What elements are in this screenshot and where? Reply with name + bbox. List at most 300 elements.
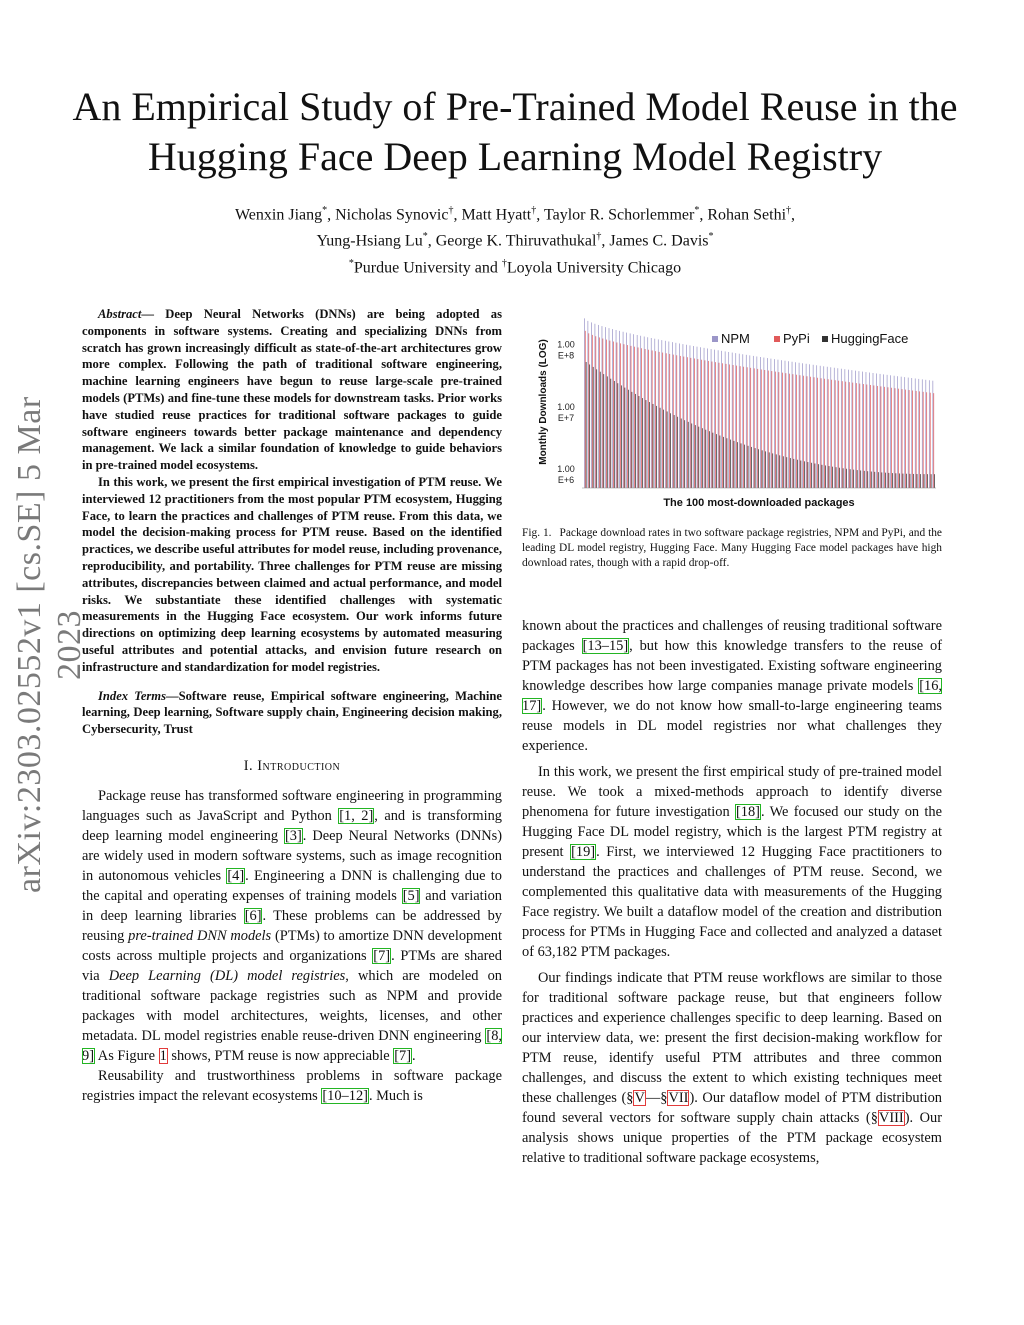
section-link[interactable]: VIII — [878, 1110, 904, 1126]
bar-pypi — [849, 382, 850, 488]
bar-pypi — [624, 344, 625, 488]
bar-huggingface — [903, 474, 904, 488]
figure-link[interactable]: 1 — [159, 1047, 167, 1064]
bar-pypi — [638, 347, 639, 488]
bar-huggingface — [829, 466, 830, 488]
bar-huggingface — [720, 436, 721, 488]
text-run: . Deep Neural Networks (DNNs) are widely used in modern software systems, such as image recognition in autonomous vehicles — [82, 827, 502, 884]
bar-huggingface — [691, 423, 692, 488]
affiliation-purdue: Purdue University and — [353, 258, 502, 276]
bar-huggingface — [864, 471, 865, 488]
bar-pypi — [613, 342, 614, 488]
bar-huggingface — [885, 473, 886, 488]
section-number: I. — [243, 757, 254, 774]
bar-npm — [605, 327, 606, 488]
bar-huggingface — [677, 417, 678, 488]
bar-huggingface — [730, 440, 731, 488]
bar-huggingface — [825, 465, 826, 488]
bar-pypi — [888, 387, 889, 488]
author-name: Rohan Sethi — [707, 206, 787, 224]
abstract-label: Abstract — [98, 307, 142, 321]
bar-huggingface — [681, 419, 682, 489]
bar-npm — [869, 373, 870, 488]
y-tick-mantissa: 1.00 — [557, 464, 575, 475]
bar-npm — [855, 371, 856, 488]
bar-pypi — [884, 387, 885, 488]
text-run: Reusability and trustworthiness problems in software package registries impact the relevant ecosystems — [82, 1067, 502, 1104]
bar-pypi — [895, 388, 896, 488]
author-name: Matt Hyatt — [461, 206, 532, 224]
bar-pypi — [782, 373, 783, 488]
bar-pypi — [877, 386, 878, 488]
bar-pypi — [803, 376, 804, 488]
text-run: . However, we do not know how small-to-large engineering teams reuse models in DL model registries nor what challenges they experience. — [522, 698, 942, 754]
bar-huggingface — [769, 452, 770, 488]
bar-pypi — [726, 364, 727, 488]
bar-npm — [683, 344, 684, 488]
bar-huggingface — [603, 374, 604, 488]
bar-npm — [873, 373, 874, 488]
bar-npm — [728, 352, 729, 488]
intro-paragraph-2 — [82, 1066, 502, 1106]
text-run: known about the practices and challenges of reusing traditional software packages — [522, 618, 942, 654]
index-terms — [82, 688, 502, 738]
citation-link[interactable]: [18] — [736, 804, 760, 820]
bar-npm — [918, 379, 919, 488]
index-terms-text: —Software reuse, Empirical software engineering, Machine learning, Deep learning, Software supply chain, Engineering decision making, Cybersecurity, Trust — [82, 688, 502, 737]
bar-npm — [739, 354, 740, 488]
bar-huggingface — [642, 398, 643, 488]
bar-huggingface — [878, 472, 879, 488]
bar-pypi — [698, 359, 699, 488]
bar-huggingface — [646, 400, 647, 488]
text-run: As Figure — [95, 1047, 159, 1064]
bar-pypi — [881, 386, 882, 488]
bar-pypi — [800, 375, 801, 488]
section-link[interactable]: V — [634, 1090, 645, 1106]
citation-link[interactable]: [13–15] — [582, 638, 629, 654]
bar-huggingface — [589, 364, 590, 488]
text-run: . Much is — [368, 1087, 423, 1104]
bar-huggingface — [656, 406, 657, 488]
author-name: Yung-Hsiang Lu — [316, 232, 423, 250]
bar-npm — [774, 359, 775, 488]
bar-npm — [887, 375, 888, 488]
bar-huggingface — [705, 430, 706, 488]
author-line-1: Wenxin Jiang*, Nicholas Synovic†, Matt Hyatt†, Taylor R. Schorlemmer*, Rohan Sethi†, — [234, 205, 796, 224]
y-tick-mantissa: 1.00 — [557, 401, 575, 412]
bar-huggingface — [688, 422, 689, 488]
bar-npm — [630, 333, 631, 488]
bar-npm — [834, 368, 835, 488]
bar-pypi — [683, 357, 684, 488]
bar-huggingface — [853, 470, 854, 488]
bar-huggingface — [931, 474, 932, 488]
bar-huggingface — [843, 468, 844, 488]
bar-pypi — [891, 388, 892, 488]
bar-npm — [633, 334, 634, 488]
bar-huggingface — [663, 410, 664, 488]
bar-npm — [792, 362, 793, 488]
citation-link[interactable]: [5] — [402, 887, 420, 904]
bar-npm — [718, 350, 719, 488]
bar-npm — [844, 369, 845, 488]
bar-huggingface — [734, 441, 735, 488]
bar-pypi — [715, 362, 716, 488]
bar-npm — [915, 378, 916, 488]
bar-npm — [651, 338, 652, 488]
bar-pypi — [754, 368, 755, 488]
bar-huggingface — [822, 465, 823, 488]
bar-pypi — [736, 366, 737, 488]
legend-label-npm: NPM — [721, 331, 750, 346]
citation-link[interactable]: [1, 2] — [339, 807, 374, 824]
author-name: Taylor R. Schorlemmer — [543, 206, 695, 224]
bar-pypi — [708, 361, 709, 488]
bar-pypi — [595, 336, 596, 488]
affiliation-loyola: Loyola University Chicago — [506, 258, 682, 276]
author-name: Nicholas Synovic — [335, 206, 449, 224]
citation-link[interactable]: [10–12] — [322, 1087, 368, 1104]
bar-huggingface — [617, 383, 618, 488]
bar-huggingface — [790, 458, 791, 488]
bar-pypi — [835, 380, 836, 488]
bar-npm — [764, 358, 765, 488]
bar-pypi — [789, 374, 790, 488]
bar-pypi — [694, 358, 695, 488]
bar-huggingface — [716, 434, 717, 488]
bar-pypi — [786, 373, 787, 488]
bar-pypi — [747, 367, 748, 488]
bar-pypi — [750, 368, 751, 488]
bar-npm — [799, 363, 800, 488]
bar-npm — [672, 342, 673, 488]
bar-pypi — [810, 377, 811, 488]
y-tick-exponent: E+7 — [557, 412, 575, 423]
bar-huggingface — [797, 460, 798, 488]
bar-huggingface — [723, 437, 724, 488]
bar-pypi — [673, 355, 674, 488]
right-paragraph-2 — [522, 762, 942, 962]
text-run: —§ — [645, 1090, 668, 1106]
citation-link[interactable]: [3] — [285, 827, 302, 844]
bar-huggingface — [913, 474, 914, 488]
bar-npm — [778, 360, 779, 488]
bar-pypi — [842, 381, 843, 488]
bar-pypi — [807, 376, 808, 488]
right-column — [522, 616, 942, 1168]
bar-huggingface — [610, 379, 611, 488]
y-tick-mantissa: 1.00 — [557, 339, 575, 350]
bar-pypi — [867, 385, 868, 488]
figure-label: Fig. 1. — [522, 527, 552, 539]
bar-pypi — [912, 390, 913, 488]
bar-pypi — [779, 372, 780, 488]
bar-npm — [714, 350, 715, 488]
y-axis-label: Monthly Downloads (LOG) — [538, 339, 549, 465]
bar-npm — [707, 348, 708, 488]
bar-huggingface — [639, 396, 640, 488]
bar-pypi — [722, 363, 723, 488]
bar-pypi — [771, 371, 772, 488]
text-run: Our findings indicate that PTM reuse workflows are similar to those for traditional software package reuse, but that engineers follow practices and experience challenges specific to deep learning. Based on our interview data, we: present the first decision-making workflow for PTM reuse, identify useful PTM attributes and three common challenges, and discuss the extent to which existing techniques meet these challenges (§ — [522, 970, 942, 1106]
section-title: Introduction — [257, 757, 341, 774]
bar-huggingface — [920, 474, 921, 488]
bar-npm — [823, 366, 824, 488]
bar-pypi — [852, 383, 853, 488]
bar-huggingface — [896, 473, 897, 488]
bar-npm — [785, 361, 786, 488]
bar-huggingface — [713, 433, 714, 488]
bar-npm — [767, 358, 768, 488]
text-run: . We focused our study on the Hugging Face DL model registry, which is the largest PTM registry at present — [522, 804, 942, 860]
bar-npm — [609, 328, 610, 488]
bar-pypi — [870, 385, 871, 488]
bar-npm — [644, 337, 645, 488]
bar-npm — [626, 333, 627, 488]
section-link[interactable]: VII — [668, 1090, 689, 1106]
bar-npm — [866, 372, 867, 488]
bar-npm — [806, 364, 807, 488]
bar-npm — [690, 345, 691, 488]
bar-pypi — [733, 365, 734, 488]
affil-mark: † — [501, 257, 507, 269]
bar-huggingface — [727, 438, 728, 488]
bar-npm — [816, 365, 817, 488]
bar-pypi — [648, 350, 649, 488]
bar-npm — [904, 377, 905, 488]
italic-term: Deep Learning (DL) model registries — [108, 967, 346, 984]
bar-pypi — [926, 392, 927, 488]
bar-huggingface — [741, 443, 742, 488]
legend-swatch-pypi — [774, 336, 780, 342]
author-name: George K. Thiruvathukal — [435, 232, 597, 250]
bar-huggingface — [586, 362, 587, 488]
bar-huggingface — [635, 394, 636, 488]
bar-huggingface — [737, 442, 738, 488]
bar-npm — [619, 331, 620, 488]
bar-huggingface — [776, 454, 777, 488]
bar-npm — [894, 376, 895, 488]
citation-link[interactable]: [8, 9] — [82, 1027, 502, 1064]
bar-pypi — [775, 372, 776, 488]
text-run: (PTMs) to amortize DNN development costs across multiple projects and organizations — [82, 927, 502, 964]
bar-pypi — [828, 379, 829, 488]
affil-mark: * — [322, 205, 328, 216]
bar-npm — [809, 364, 810, 488]
citation-link[interactable]: [7] — [373, 947, 391, 964]
bar-pypi — [824, 379, 825, 488]
y-tick-label — [557, 402, 575, 423]
affil-mark: † — [596, 231, 602, 243]
bar-npm — [820, 366, 821, 488]
bar-pypi — [652, 350, 653, 488]
bar-pypi — [831, 380, 832, 488]
bar-npm — [883, 374, 884, 488]
bar-huggingface — [857, 470, 858, 488]
citation-link[interactable]: [4] — [227, 867, 245, 884]
bar-npm — [862, 372, 863, 488]
bar-huggingface — [839, 468, 840, 488]
bar-huggingface — [698, 427, 699, 488]
legend-label-pypi: PyPi — [783, 331, 810, 346]
bar-pypi — [666, 353, 667, 488]
bar-npm — [654, 339, 655, 488]
bar-huggingface — [628, 390, 629, 488]
bar-huggingface — [889, 473, 890, 488]
intro-paragraph-1 — [82, 786, 502, 1066]
bar-huggingface — [625, 388, 626, 488]
bar-pypi — [680, 356, 681, 488]
bar-npm — [658, 339, 659, 488]
bar-huggingface — [670, 413, 671, 488]
bar-huggingface — [783, 456, 784, 488]
bar-npm — [742, 354, 743, 488]
text-run: . Engineering a DNN is challenging due to the capital and operating expenses of training models — [82, 867, 502, 904]
section-heading-introduction — [82, 756, 502, 776]
bar-huggingface — [660, 408, 661, 488]
bar-npm — [781, 360, 782, 488]
text-run: shows, PTM reuse is now appreciable — [167, 1047, 394, 1064]
bar-pypi — [916, 391, 917, 488]
citation-link[interactable]: [16, 17] — [522, 678, 942, 714]
affiliations — [120, 253, 910, 279]
bar-pypi — [729, 364, 730, 488]
bar-npm — [735, 353, 736, 488]
bar-huggingface — [667, 411, 668, 488]
bar-npm — [732, 353, 733, 488]
bar-npm — [686, 345, 687, 488]
bar-pypi — [856, 383, 857, 488]
affil-mark: * — [422, 231, 428, 243]
bar-pypi — [933, 393, 934, 488]
bar-pypi — [617, 342, 618, 488]
bar-npm — [795, 362, 796, 488]
bar-npm — [876, 373, 877, 488]
bar-huggingface — [674, 415, 675, 488]
bar-huggingface — [702, 428, 703, 488]
bar-pypi — [606, 340, 607, 488]
bar-huggingface — [744, 445, 745, 488]
bar-huggingface — [684, 420, 685, 488]
citation-link[interactable]: [7] — [394, 1047, 411, 1064]
bar-npm — [693, 346, 694, 488]
bar-pypi — [793, 374, 794, 488]
bar-huggingface — [755, 448, 756, 488]
bar-huggingface — [906, 474, 907, 488]
bar-pypi — [859, 384, 860, 488]
abstract-text-1: — Deep Neural Networks (DNNs) are being adopted as components in software systems. Creating and specializing DNNs from scratch has grown increasingly difficult as state-of-the-art architectures grow more complex. Following the path of traditional software engineering, machine learning engineers have begun to reuse large-scale pre-trained models (PTMs) and fine-tune these models for downstream tasks. Prior works have studied reuse practices for traditional software packages to guide software engineers towards better package maintenance and dependency management. We lack a similar foundation of knowledge to guide behaviors in pre-trained model ecosystems. — [82, 307, 502, 473]
bar-pypi — [662, 353, 663, 488]
bar-huggingface — [881, 472, 882, 488]
bar-huggingface — [892, 473, 893, 488]
bar-npm — [676, 343, 677, 488]
bar-pypi — [712, 362, 713, 488]
bar-npm — [901, 377, 902, 488]
bar-huggingface — [910, 474, 911, 488]
bar-npm — [908, 378, 909, 488]
bar-huggingface — [836, 467, 837, 488]
bar-pypi — [610, 341, 611, 488]
bar-huggingface — [596, 369, 597, 488]
text-run: ). Our dataflow model of PTM distribution found several vectors for software supply chain attacks (§ — [522, 1090, 943, 1126]
text-run: and variation in deep learning libraries — [82, 887, 503, 924]
x-axis-label: The 100 most-downloaded packages — [663, 497, 855, 509]
bar-huggingface — [793, 459, 794, 488]
bar-pypi — [845, 382, 846, 488]
bar-pypi — [676, 355, 677, 488]
bar-pypi — [764, 370, 765, 488]
bar-huggingface — [808, 462, 809, 488]
author-name: James C. Davis — [609, 232, 709, 250]
bar-huggingface — [772, 453, 773, 488]
bar-pypi — [902, 389, 903, 488]
bar-huggingface — [804, 461, 805, 488]
bar-npm — [925, 380, 926, 488]
bar-pypi — [669, 354, 670, 488]
bar-huggingface — [801, 461, 802, 488]
bar-npm — [837, 368, 838, 488]
arxiv-identifier: arXiv:2303.02552v1 [cs.SE] 5 Mar 2023 — [11, 396, 88, 894]
text-run: . First, we interviewed 12 Hugging Face practitioners to understand the practices and challenges of PTM reuse. Second, we complemented this qualitative data with measurements of the Hugging Face registry. We built a dataflow model of the creation and distribution process for PTMs in Hugging Face and collected and analyzed a dataset of 63,182 PTM packages. — [522, 844, 942, 960]
paper-title: An Empirical Study of Pre-Trained Model Reuse in the Hugging Face Deep Learning Model Registry — [72, 84, 958, 179]
bar-pypi — [909, 390, 910, 488]
chart-legend — [706, 330, 918, 348]
bar-pypi — [757, 369, 758, 488]
bar-huggingface — [614, 381, 615, 488]
bar-pypi — [719, 363, 720, 488]
bar-huggingface — [600, 372, 601, 488]
text-run: . — [411, 1047, 416, 1064]
bar-huggingface — [867, 471, 868, 488]
bar-huggingface — [593, 367, 594, 488]
bar-huggingface — [649, 402, 650, 488]
bar-huggingface — [758, 449, 759, 488]
bar-huggingface — [779, 455, 780, 488]
bar-npm — [746, 355, 747, 488]
bar-pypi — [588, 333, 589, 488]
author-name: Wenxin Jiang — [234, 206, 323, 224]
bar-npm — [661, 340, 662, 488]
bar-pypi — [743, 367, 744, 488]
citation-link[interactable]: [19] — [571, 844, 596, 860]
bar-huggingface — [762, 450, 763, 488]
bar-npm — [700, 347, 701, 488]
bar-huggingface — [871, 472, 872, 488]
bar-npm — [725, 351, 726, 488]
abstract — [82, 306, 502, 676]
bar-npm — [640, 336, 641, 488]
bar-npm — [897, 376, 898, 488]
bar-pypi — [814, 377, 815, 488]
bar-npm — [595, 324, 596, 488]
bar-huggingface — [765, 451, 766, 488]
text-run: , which are modeled on traditional software package registries such as NPM and provide packages with model architectures, weights, licenses, and other metadata. DL model registries enable reuse-driven DNN engineering — [82, 967, 502, 1044]
text-run: ). Our analysis shows unique properties of the PTM package ecosystem relative to traditional software package ecosystems, — [522, 1110, 943, 1166]
bar-npm — [813, 365, 814, 488]
citation-link[interactable]: [6] — [244, 907, 262, 924]
bar-npm — [647, 337, 648, 488]
bar-huggingface — [748, 446, 749, 488]
bar-npm — [679, 343, 680, 488]
bar-pypi — [821, 378, 822, 488]
bar-huggingface — [934, 474, 935, 488]
y-tick-exponent: E+8 — [557, 350, 575, 361]
bar-huggingface — [709, 431, 710, 488]
bar-pypi — [817, 378, 818, 488]
bar-huggingface — [632, 392, 633, 488]
bar-huggingface — [832, 467, 833, 488]
